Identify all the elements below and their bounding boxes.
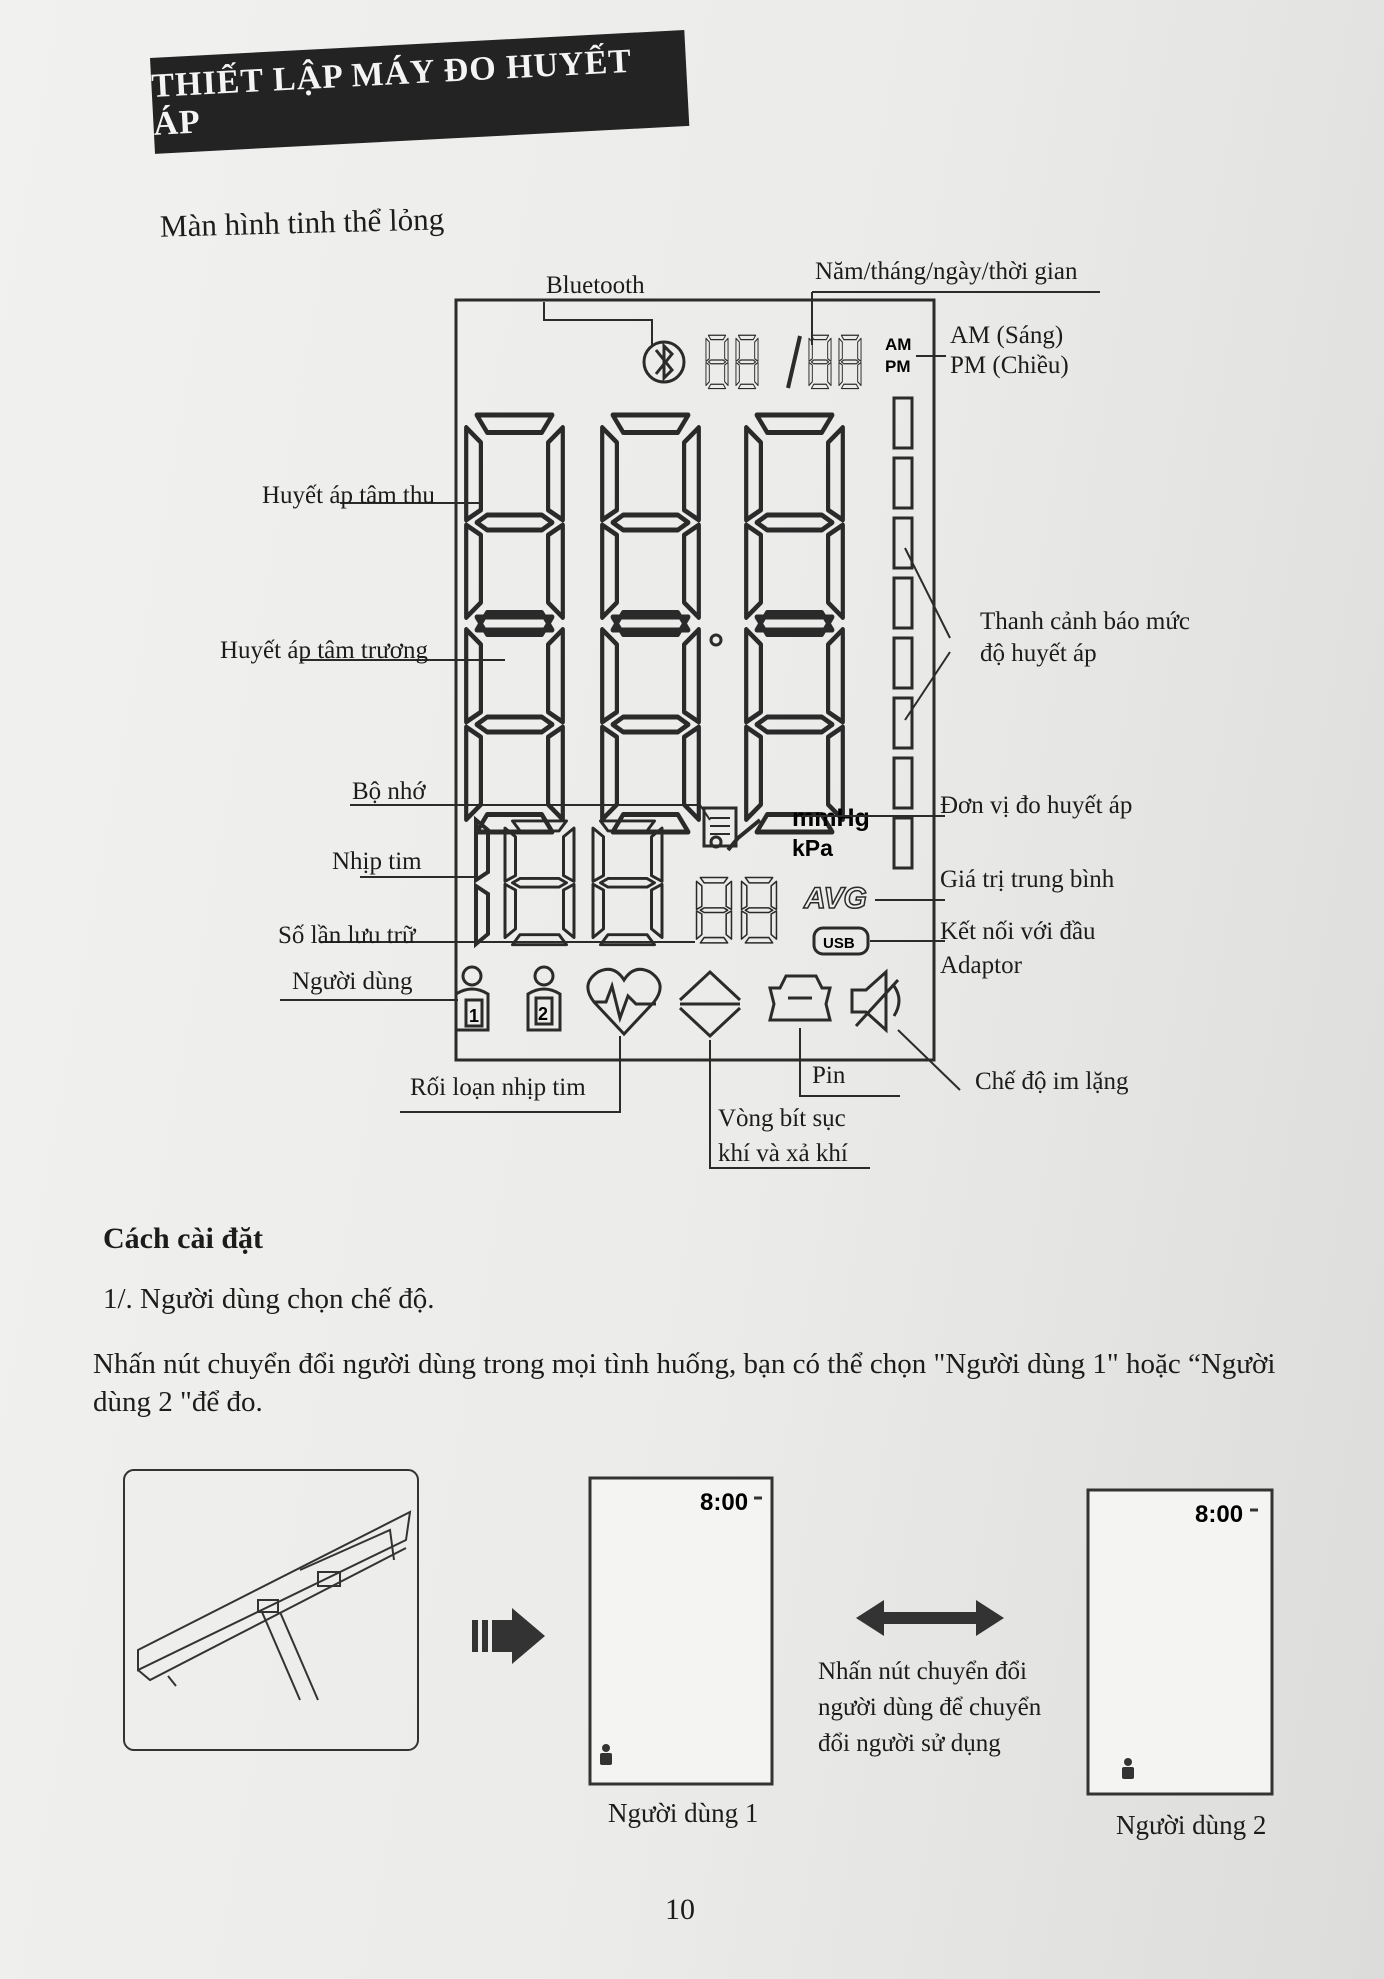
screen-2-time: 8:00 (1195, 1501, 1244, 1528)
unit-kpa: kPa (792, 835, 833, 861)
pm-indicator: PM (885, 357, 911, 376)
label-warning-bar-1: Thanh cảnh báo mức (980, 608, 1190, 635)
switch-note-line-1: Nhấn nút chuyển đổi (818, 1658, 1027, 1685)
section-title: THIẾT LẬP MÁY ĐO HUYẾT ÁP (150, 42, 633, 143)
label-battery: Pin (812, 1062, 846, 1089)
label-store-count: Số lần lưu trữ (278, 922, 416, 949)
caption-user-2: Người dùng 2 (1116, 1810, 1267, 1840)
label-average: Giá trị trung bình (940, 866, 1115, 893)
caption-user-1: Người dùng 1 (608, 1798, 759, 1828)
label-user: Người dùng (292, 968, 413, 995)
lcd-subtitle: Màn hình tinh thể lỏng (159, 201, 445, 244)
label-pm: PM (Chiều) (950, 352, 1069, 379)
label-cuff-1: Vòng bít sục (718, 1105, 846, 1132)
label-arrhythmia: Rối loạn nhịp tim (410, 1074, 586, 1101)
screen-user-1 (590, 1478, 772, 1784)
screen-1-time: 8:00 (700, 1489, 749, 1516)
device-drawing (138, 1512, 410, 1700)
double-arrow-icon (856, 1600, 1004, 1636)
label-cuff-2: khí và xả khí (718, 1140, 848, 1167)
label-warning-bar-2: độ huyết áp (980, 640, 1097, 667)
label-bluetooth: Bluetooth (546, 272, 645, 299)
label-silent: Chế độ im lặng (975, 1068, 1129, 1095)
label-pulse: Nhịp tim (332, 848, 422, 875)
avg-indicator: AVG (804, 882, 867, 915)
svg-text:2: 2 (538, 1004, 549, 1024)
install-step-1: 1/. Người dùng chọn chế độ. (103, 1283, 435, 1315)
label-datetime: Năm/tháng/ngày/thời gian (815, 258, 1078, 285)
label-diastolic: Huyết áp tâm trương (220, 637, 428, 664)
install-paragraph: Nhấn nút chuyển đổi người dùng trong mọi tình huống, bạn có thể chọn "Người dùng 1" hoặc “Người dùng 2 "để đo. (93, 1348, 1276, 1418)
label-am: AM (Sáng) (950, 322, 1064, 349)
switch-note-line-2: người dùng để chuyển (818, 1694, 1042, 1721)
am-indicator: AM (885, 335, 912, 354)
page-number: 10 (665, 1893, 695, 1926)
right-arrow-icon (472, 1608, 545, 1664)
switch-note-line-3: đổi người sử dụng (818, 1730, 1001, 1757)
device-frame (124, 1470, 418, 1750)
label-systolic: Huyết áp tâm thu (262, 482, 435, 509)
label-adaptor-1: Kết nối với đầu (940, 918, 1096, 945)
svg-text:1: 1 (469, 1006, 480, 1026)
screen-user-2 (1088, 1490, 1272, 1794)
label-adaptor-2: Adaptor (940, 952, 1022, 979)
label-unit: Đơn vị đo huyết áp (940, 792, 1133, 819)
label-memory: Bộ nhớ (352, 778, 426, 805)
svg-text:USB: USB (823, 935, 855, 952)
unit-mmhg: mmHg (792, 804, 870, 832)
install-heading: Cách cài đặt (103, 1222, 263, 1255)
